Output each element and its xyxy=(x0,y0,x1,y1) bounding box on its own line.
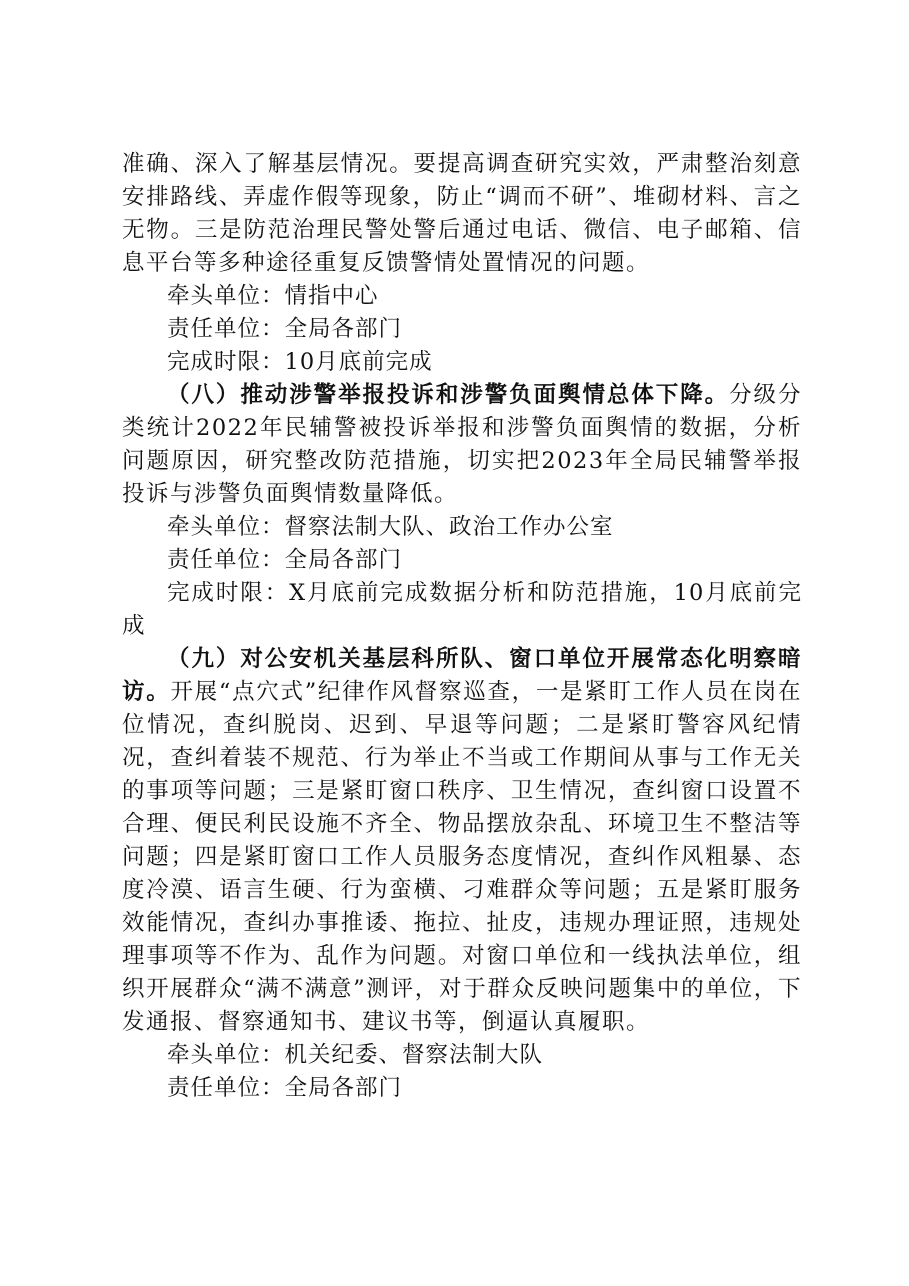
responsible-unit: 责任单位：全局各部门 xyxy=(167,316,403,342)
document-page xyxy=(122,148,802,1105)
section-8-paragraph xyxy=(122,379,802,511)
section-8-responsible-unit: 责任单位：全局各部门 xyxy=(167,547,403,573)
section-9-lead-unit: 牵头单位：机关纪委、督察法制大队 xyxy=(167,1042,544,1068)
lead-unit: 牵头单位：情指中心 xyxy=(167,283,379,309)
section-8-deadline: 完成时限：X月底前完成数据分析和防范措施，10月底前完成 xyxy=(122,580,802,639)
paragraph-continuation: 准确、深入了解基层情况。要提高调查研究实效，严肃整治刻意安排路线、弄虚作假等现象，防止“调而不研”、堆砌材料、言之无物。三是防范治理民警处警后通过电话、微信、电子邮箱、信息平台等多种途径重复反馈警情处置情况的问题。 xyxy=(122,151,802,276)
section-8-heading: （八）推动涉警举报投诉和涉警负面舆情总体下降。 xyxy=(167,382,730,408)
deadline: 完成时限：10月底前完成 xyxy=(167,349,433,375)
section-8-text: 分级分类统计2022年民辅警被投诉举报和涉警负面舆情的数据，分析问题原因，研究整改防范措施，切实把2023年全局民辅警举报投诉与涉警负面舆情数量降低。 xyxy=(122,382,802,507)
section-9-heading: （九）对公安机关基层科所队、窗口单位开展常态化明察暗访。 xyxy=(122,646,802,705)
section-8-lead-unit: 牵头单位：督察法制大队、政治工作办公室 xyxy=(167,514,614,540)
section-9-paragraph xyxy=(122,643,802,1039)
section-9-text: 开展“点穴式”纪律作风督察巡查，一是紧盯工作人员在岗在位情况，查纠脱岗、迟到、早退等问题；二是紧盯警容风纪情况，查纠着装不规范、行为举止不当或工作期间从事与工作无关的事项等问题；三是紧盯窗口秩序、卫生情况，查纠窗口设置不合理、便民利民设施不齐全、物品摆放杂乱、环境卫生不整洁等问题；四是紧盯窗口工作人员服务态度情况，查纠作风粗暴、态度冷漠、语言生硬、行为蛮横、刁难群众等问题；五是紧盯服务效能情况，查纠办事推诿、拖拉、扯皮，违规办理证照，违规处理事项等不作为、乱作为问题。对窗口单位和一线执法单位，组织开展群众“满不满意”测评，对于群众反映问题集中的单位，下发通报、督察通知书、建议书等，倒逼认真履职。 xyxy=(122,679,802,1035)
section-9-responsible-unit: 责任单位：全局各部门 xyxy=(167,1075,403,1101)
